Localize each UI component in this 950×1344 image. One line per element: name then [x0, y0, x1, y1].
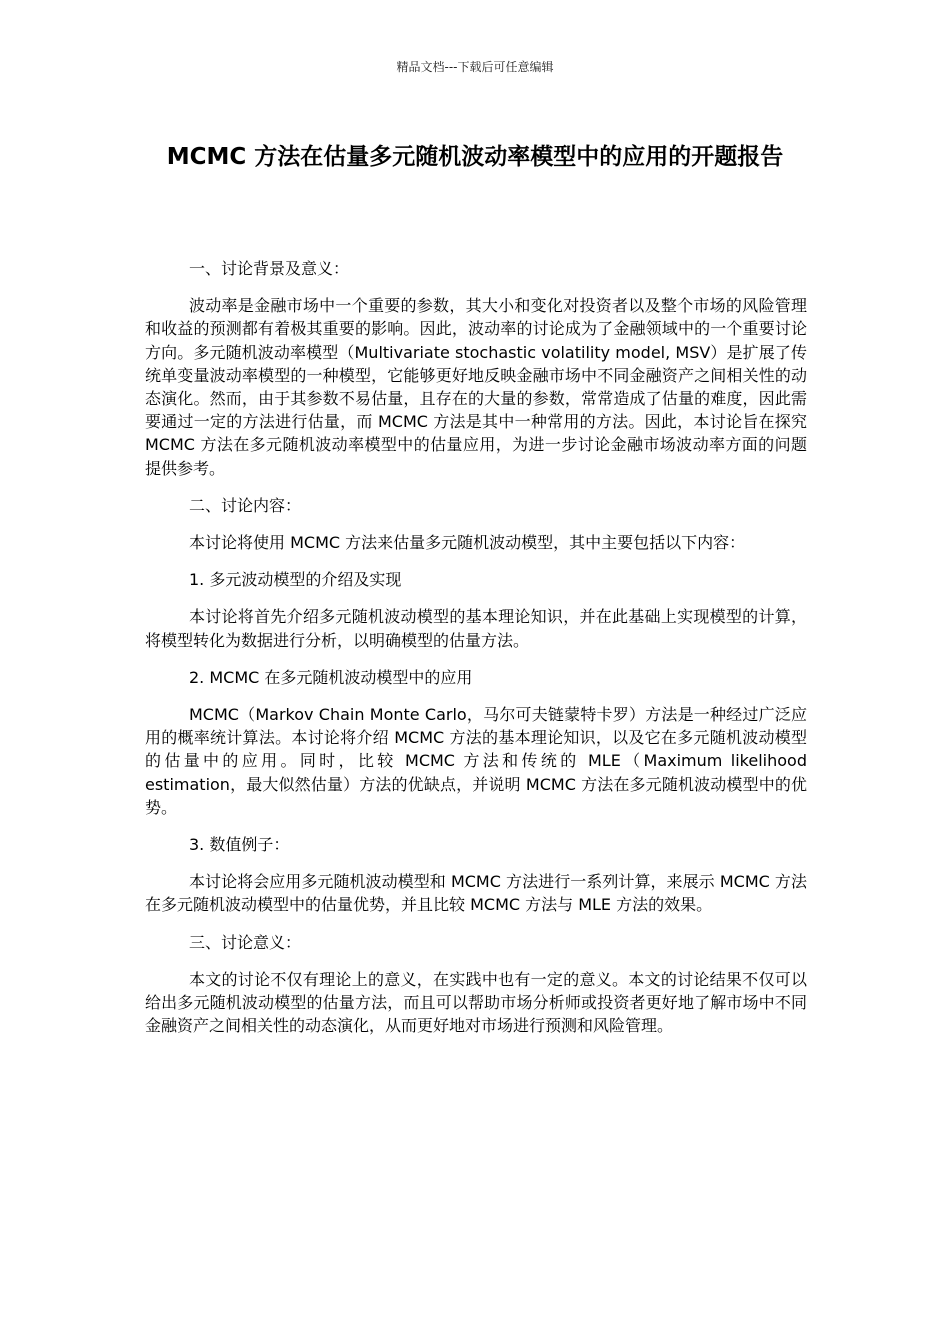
paragraph-background: 波动率是金融市场中一个重要的参数，其大小和变化对投资者以及整个市场的风险管理和收益的预测都有着极其重要的影响。因此，波动率的讨论成为了金融领域中的一个重要讨论方向。多元随机波动率模型（Multivariate stochastic volatility model, MSV）是扩展了传统单变量波动率模型的一种模型，它能够更好地反映金融市场中不同金融资产之间相关性的动态演化。然而，由于其参数不易估量，且存在的大量的参数，常常造成了估量的难度，因此需要通过一定的方法进行估量，而 MCMC 方法是其中一种常用的方法。因此，本讨论旨在探究 MCMC 方法在多元随机波动率模型中的估量应用，为进一步讨论金融市场波动率方面的问题提供参考。 [145, 296, 807, 478]
document-body [145, 257, 807, 1051]
subheading-model-intro: 1. 多元波动模型的介绍及实现 [189, 570, 402, 590]
section-heading-significance: 三、讨论意义： [189, 932, 302, 952]
document-title: MCMC 方法在估量多元随机波动率模型中的应用的开题报告 [166, 144, 784, 170]
header-note: 精品文档---下载后可任意编辑 [396, 60, 554, 74]
paragraph-mcmc-application: MCMC（Markov Chain Monte Carlo，马尔可夫链蒙特卡罗）方法是一种经过广泛应用的概率统计算法。本讨论将介绍 MCMC 方法的基本理论知识，以及它在多元随机波动模型的估量中的应用。同时，比较 MCMC 方法和传统的 MLE（Maximum likelihood estimation，最大似然估量）方法的优缺点，并说明 MCMC 方法在多元随机波动模型中的优势。 [145, 705, 807, 817]
paragraph-numerical-example: 本讨论将会应用多元随机波动模型和 MCMC 方法进行一系列计算，来展示 MCMC 方法在多元随机波动模型中的估量优势，并且比较 MCMC 方法与 MLE 方法的效果。 [145, 872, 807, 915]
section-heading-content: 二、讨论内容： [189, 495, 302, 515]
paragraph-significance: 本文的讨论不仅有理论上的意义，在实践中也有一定的意义。本文的讨论结果不仅可以给出多元随机波动模型的估量方法，而且可以帮助市场分析师或投资者更好地了解市场中不同金融资产之间相关性的动态演化，从而更好地对市场进行预测和风险管理。 [145, 969, 807, 1036]
paragraph-model-intro: 本讨论将首先介绍多元随机波动模型的基本理论知识，并在此基础上实现模型的计算，将模型转化为数据进行分析，以明确模型的估量方法。 [145, 607, 807, 650]
section-heading-background: 一、讨论背景及意义： [189, 259, 350, 278]
paragraph-content-intro: 本讨论将使用 MCMC 方法来估量多元随机波动模型，其中主要包括以下内容： [189, 533, 746, 553]
subheading-numerical-example: 3. 数值例子： [189, 835, 290, 855]
subheading-mcmc-application: 2. MCMC 在多元随机波动模型中的应用 [189, 667, 473, 687]
